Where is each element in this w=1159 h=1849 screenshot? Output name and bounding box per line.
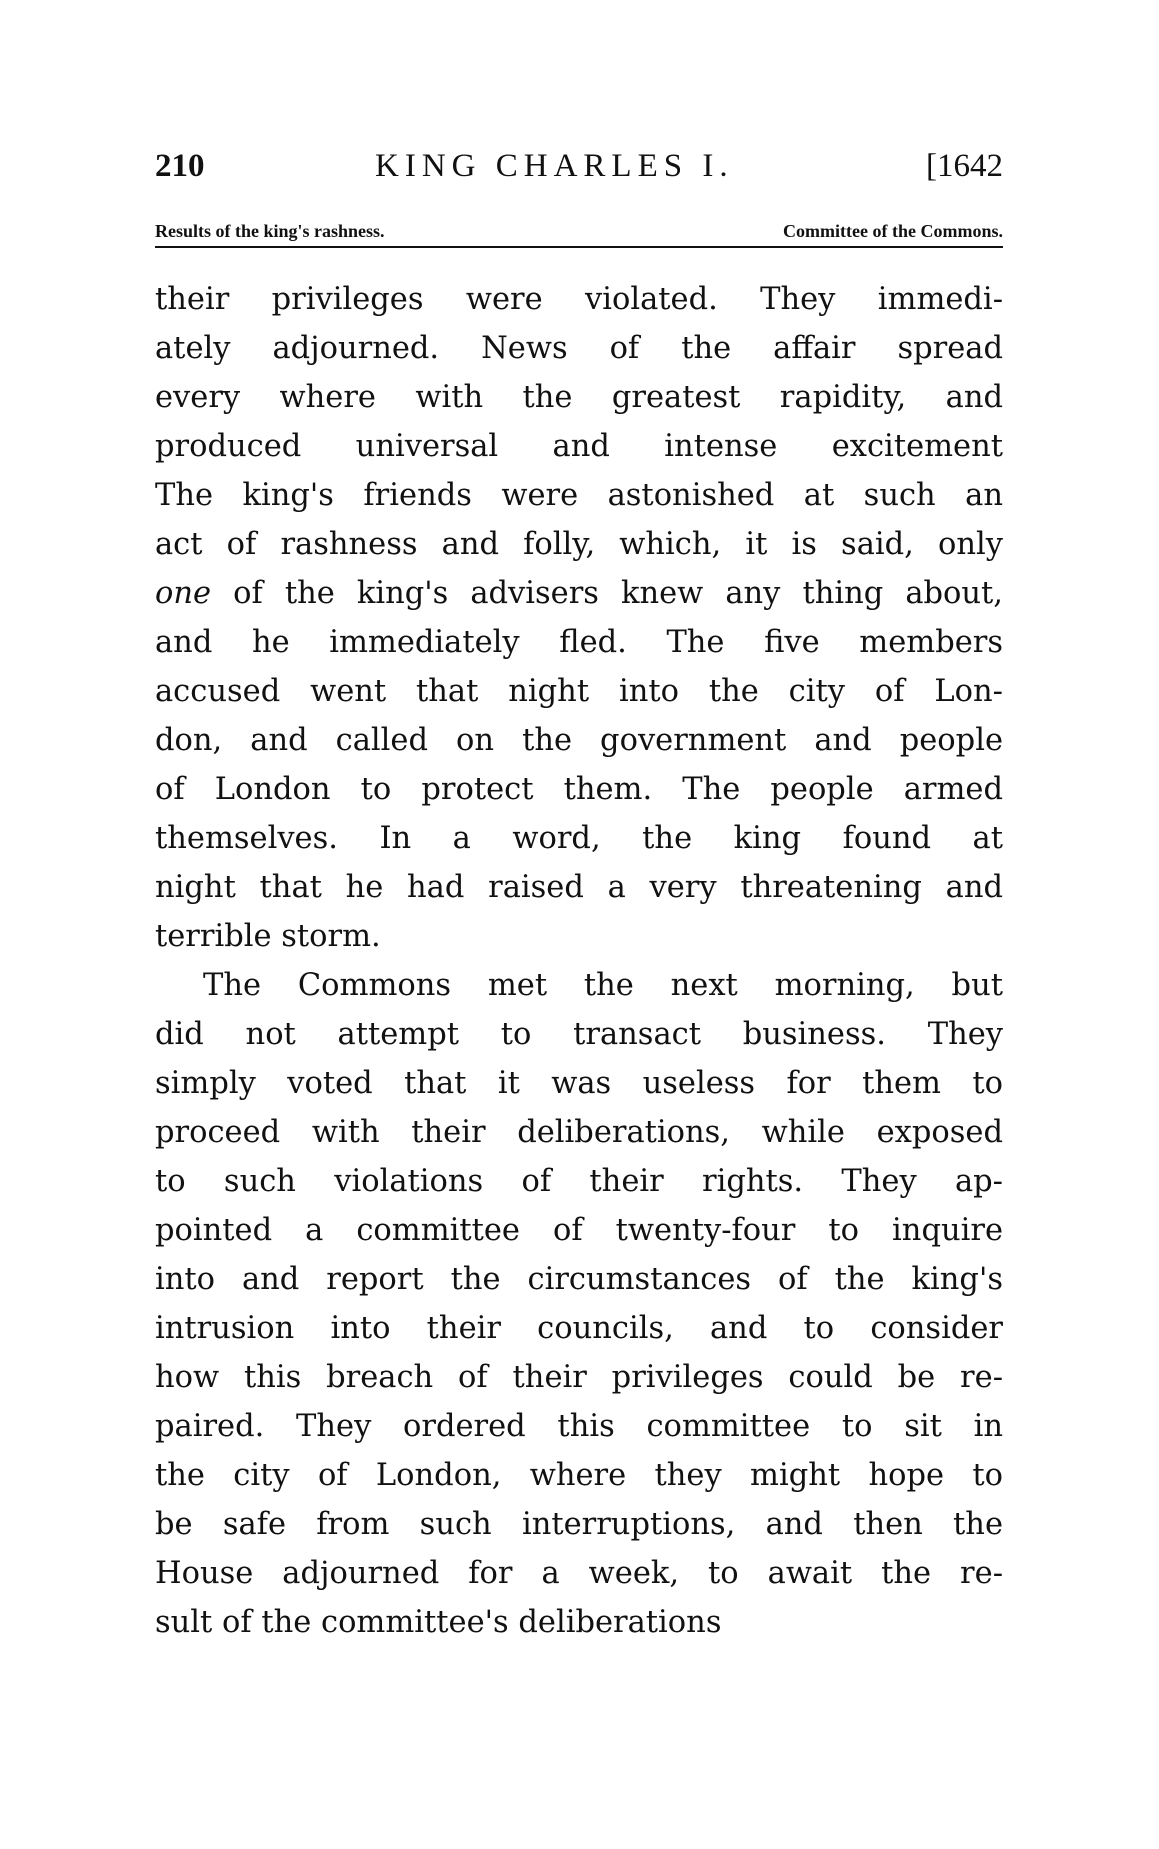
text-line: and he immediately fled. The five members [155, 625, 1003, 660]
text-line: House adjourned for a week, to await the re- [155, 1556, 1003, 1591]
body-text [155, 275, 1003, 1647]
page-number: 210 [155, 148, 205, 184]
text-line: don, and called on the government and people [155, 723, 1003, 758]
text-line: of London to protect them. The people armed [155, 772, 1003, 807]
text-line-rest: of the king's advisers knew any thing about, [233, 576, 1003, 611]
running-title: KING CHARLES I. [375, 148, 734, 184]
paragraph-1 [155, 275, 1003, 961]
text-line: The king's friends were astonished at such an [155, 478, 1003, 513]
text-line: accused went that night into the city of Lon- [155, 674, 1003, 709]
text-line: night that he had raised a very threatening and [155, 870, 1003, 905]
text-line: The Commons met the next morning, but [203, 968, 1003, 1003]
text-line: their privileges were violated. They immedi- [155, 282, 1003, 317]
shoulder-note-left: Results of the king's rashness. [155, 221, 385, 241]
text-line: terrible storm. [155, 919, 381, 954]
paragraph-2 [155, 961, 1003, 1647]
text-line: produced universal and intense excitement [155, 429, 1003, 464]
italic-word: one [155, 576, 212, 611]
text-line: the city of London, where they might hope to [155, 1458, 1003, 1493]
text-line-with-italic [155, 569, 1003, 618]
text-line: pointed a committee of twenty-four to inquire [155, 1213, 1003, 1248]
header-year: [1642 [926, 148, 1003, 184]
text-line: paired. They ordered this committee to sit in [155, 1409, 1003, 1444]
text-line: every where with the greatest rapidity, and [155, 380, 1003, 415]
shoulder-notes [155, 221, 1003, 248]
text-line: intrusion into their councils, and to consider [155, 1311, 1003, 1346]
text-line: themselves. In a word, the king found at [155, 821, 1003, 856]
text-line: into and report the circumstances of the king's [155, 1262, 1003, 1297]
shoulder-note-right: Committee of the Commons. [783, 221, 1003, 241]
text-line: sult of the committee's deliberations [155, 1605, 722, 1640]
text-line: did not attempt to transact business. They [155, 1017, 1003, 1052]
text-line: ately adjourned. News of the affair spread [155, 331, 1003, 366]
text-line: be safe from such interruptions, and then the [155, 1507, 1003, 1542]
text-line: to such violations of their rights. They ap- [155, 1164, 1003, 1199]
page-header [155, 148, 1003, 198]
text-line: proceed with their deliberations, while exposed [155, 1115, 1003, 1150]
text-line: act of rashness and folly, which, it is said, only [155, 527, 1003, 562]
text-line: how this breach of their privileges could be re- [155, 1360, 1003, 1395]
text-line: simply voted that it was useless for them to [155, 1066, 1003, 1101]
